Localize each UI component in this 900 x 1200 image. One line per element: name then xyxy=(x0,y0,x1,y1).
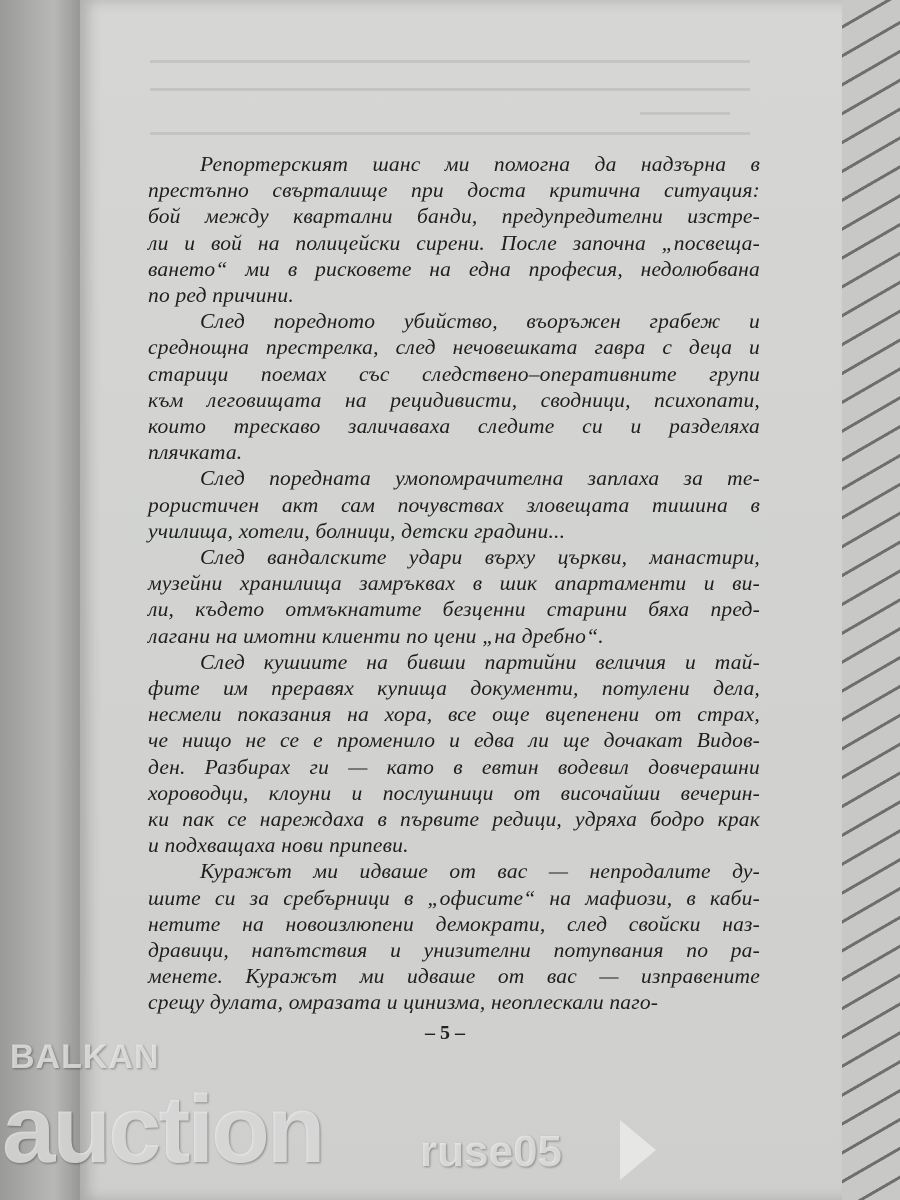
text-line: ването“ ми в рисковете на една професия, недолюбвана xyxy=(148,256,760,281)
text-line: нетите на новоизлюпени демократи, след свойски наз- xyxy=(148,911,760,936)
left-page-edge xyxy=(0,0,90,1200)
text-line: училища, хотели, болници, детски градини... xyxy=(148,518,566,543)
text-line: ден. Разбирах ги — като в евтин водевил довчерашни xyxy=(148,754,760,779)
text-line: срещу дулата, омразата и цинизма, неоплескали паго- xyxy=(148,990,659,1015)
text-line: След вандалските удари върху църкви, манастири, xyxy=(200,545,760,569)
text-line: След поредното убийство, въоръжен грабеж и xyxy=(200,309,760,334)
text-line: дравици, напътствия и унизителни потупвания по ра- xyxy=(148,938,760,962)
text-line: менете. Куражът ми идваше от вас — изправените xyxy=(148,964,760,989)
text-line: към леговищата на рецидивисти, сводници, психопати, xyxy=(148,387,760,412)
text-line: които трескаво заличаваха следите си и разделяха xyxy=(148,414,760,438)
bleed-through-text xyxy=(640,112,730,115)
text-line: Репортерският шанс ми помогна да надзърна в xyxy=(200,152,760,176)
text-line: Куражът ми идваше от вас — непродалите ду- xyxy=(200,859,760,884)
text-line: старици поемах със следствено–оперативните групи xyxy=(148,361,760,386)
text-line: фите им преравях купища документи, потулени дела, xyxy=(148,676,760,700)
page-number: – 5 – xyxy=(425,1022,465,1044)
bleed-through-text xyxy=(150,60,750,63)
text-line: ки пак се нареждаха в първите редици, удряха бодро крак xyxy=(148,807,760,831)
watermark-balkan: BALKAN xyxy=(10,1038,160,1076)
text-line: ли, където отмъкнатите безценни старини бяха пред- xyxy=(148,597,760,622)
text-line: След кушиите на бивши партийни величия и тай- xyxy=(200,649,760,674)
text-line: по ред причини. xyxy=(148,283,294,307)
bleed-through-text xyxy=(150,132,750,135)
text-line: плячката. xyxy=(148,440,243,465)
text-line: лагани на имотни клиенти по цени „на дребно“. xyxy=(148,623,604,648)
text-line: бой между квартални банди, предупредителни изстре- xyxy=(148,204,760,229)
text-line: музейни хранилища замръквах в шик апартаменти и ви- xyxy=(148,571,760,596)
bleed-through-text xyxy=(150,88,750,91)
text-line: хороводци, клоуни и послушници от височайши вечерин- xyxy=(148,780,760,805)
text-line: и подхващаха нови припеви. xyxy=(148,833,409,858)
page-stack-edge xyxy=(842,0,900,1200)
watermark-play-icon xyxy=(620,1120,656,1180)
text-line: че нищо не се е променило и едва ли ще дочакат Видов- xyxy=(148,728,760,753)
text-line: ли и вой на полицейски сирени. После започна „посвеща- xyxy=(148,230,760,255)
text-line: среднощна престрелка, след нечовешката гавра с деца и xyxy=(148,335,760,360)
text-line: несмели показания на хора, все още вцепенени от страх, xyxy=(148,702,760,727)
text-line: рористичен акт сам почувствах зловещата тишина в xyxy=(148,492,760,517)
watermark-ruse05: ruse05 xyxy=(420,1127,562,1176)
text-line: шите си за сребърници в „офисите“ на мафиози, в каби- xyxy=(148,885,760,910)
text-line: престъпно свърталище при доста критична ситуация: xyxy=(148,178,760,203)
watermark-auction: auction xyxy=(2,1076,323,1183)
text-line: След поредната умопомрачителна заплаха за те- xyxy=(200,466,760,491)
